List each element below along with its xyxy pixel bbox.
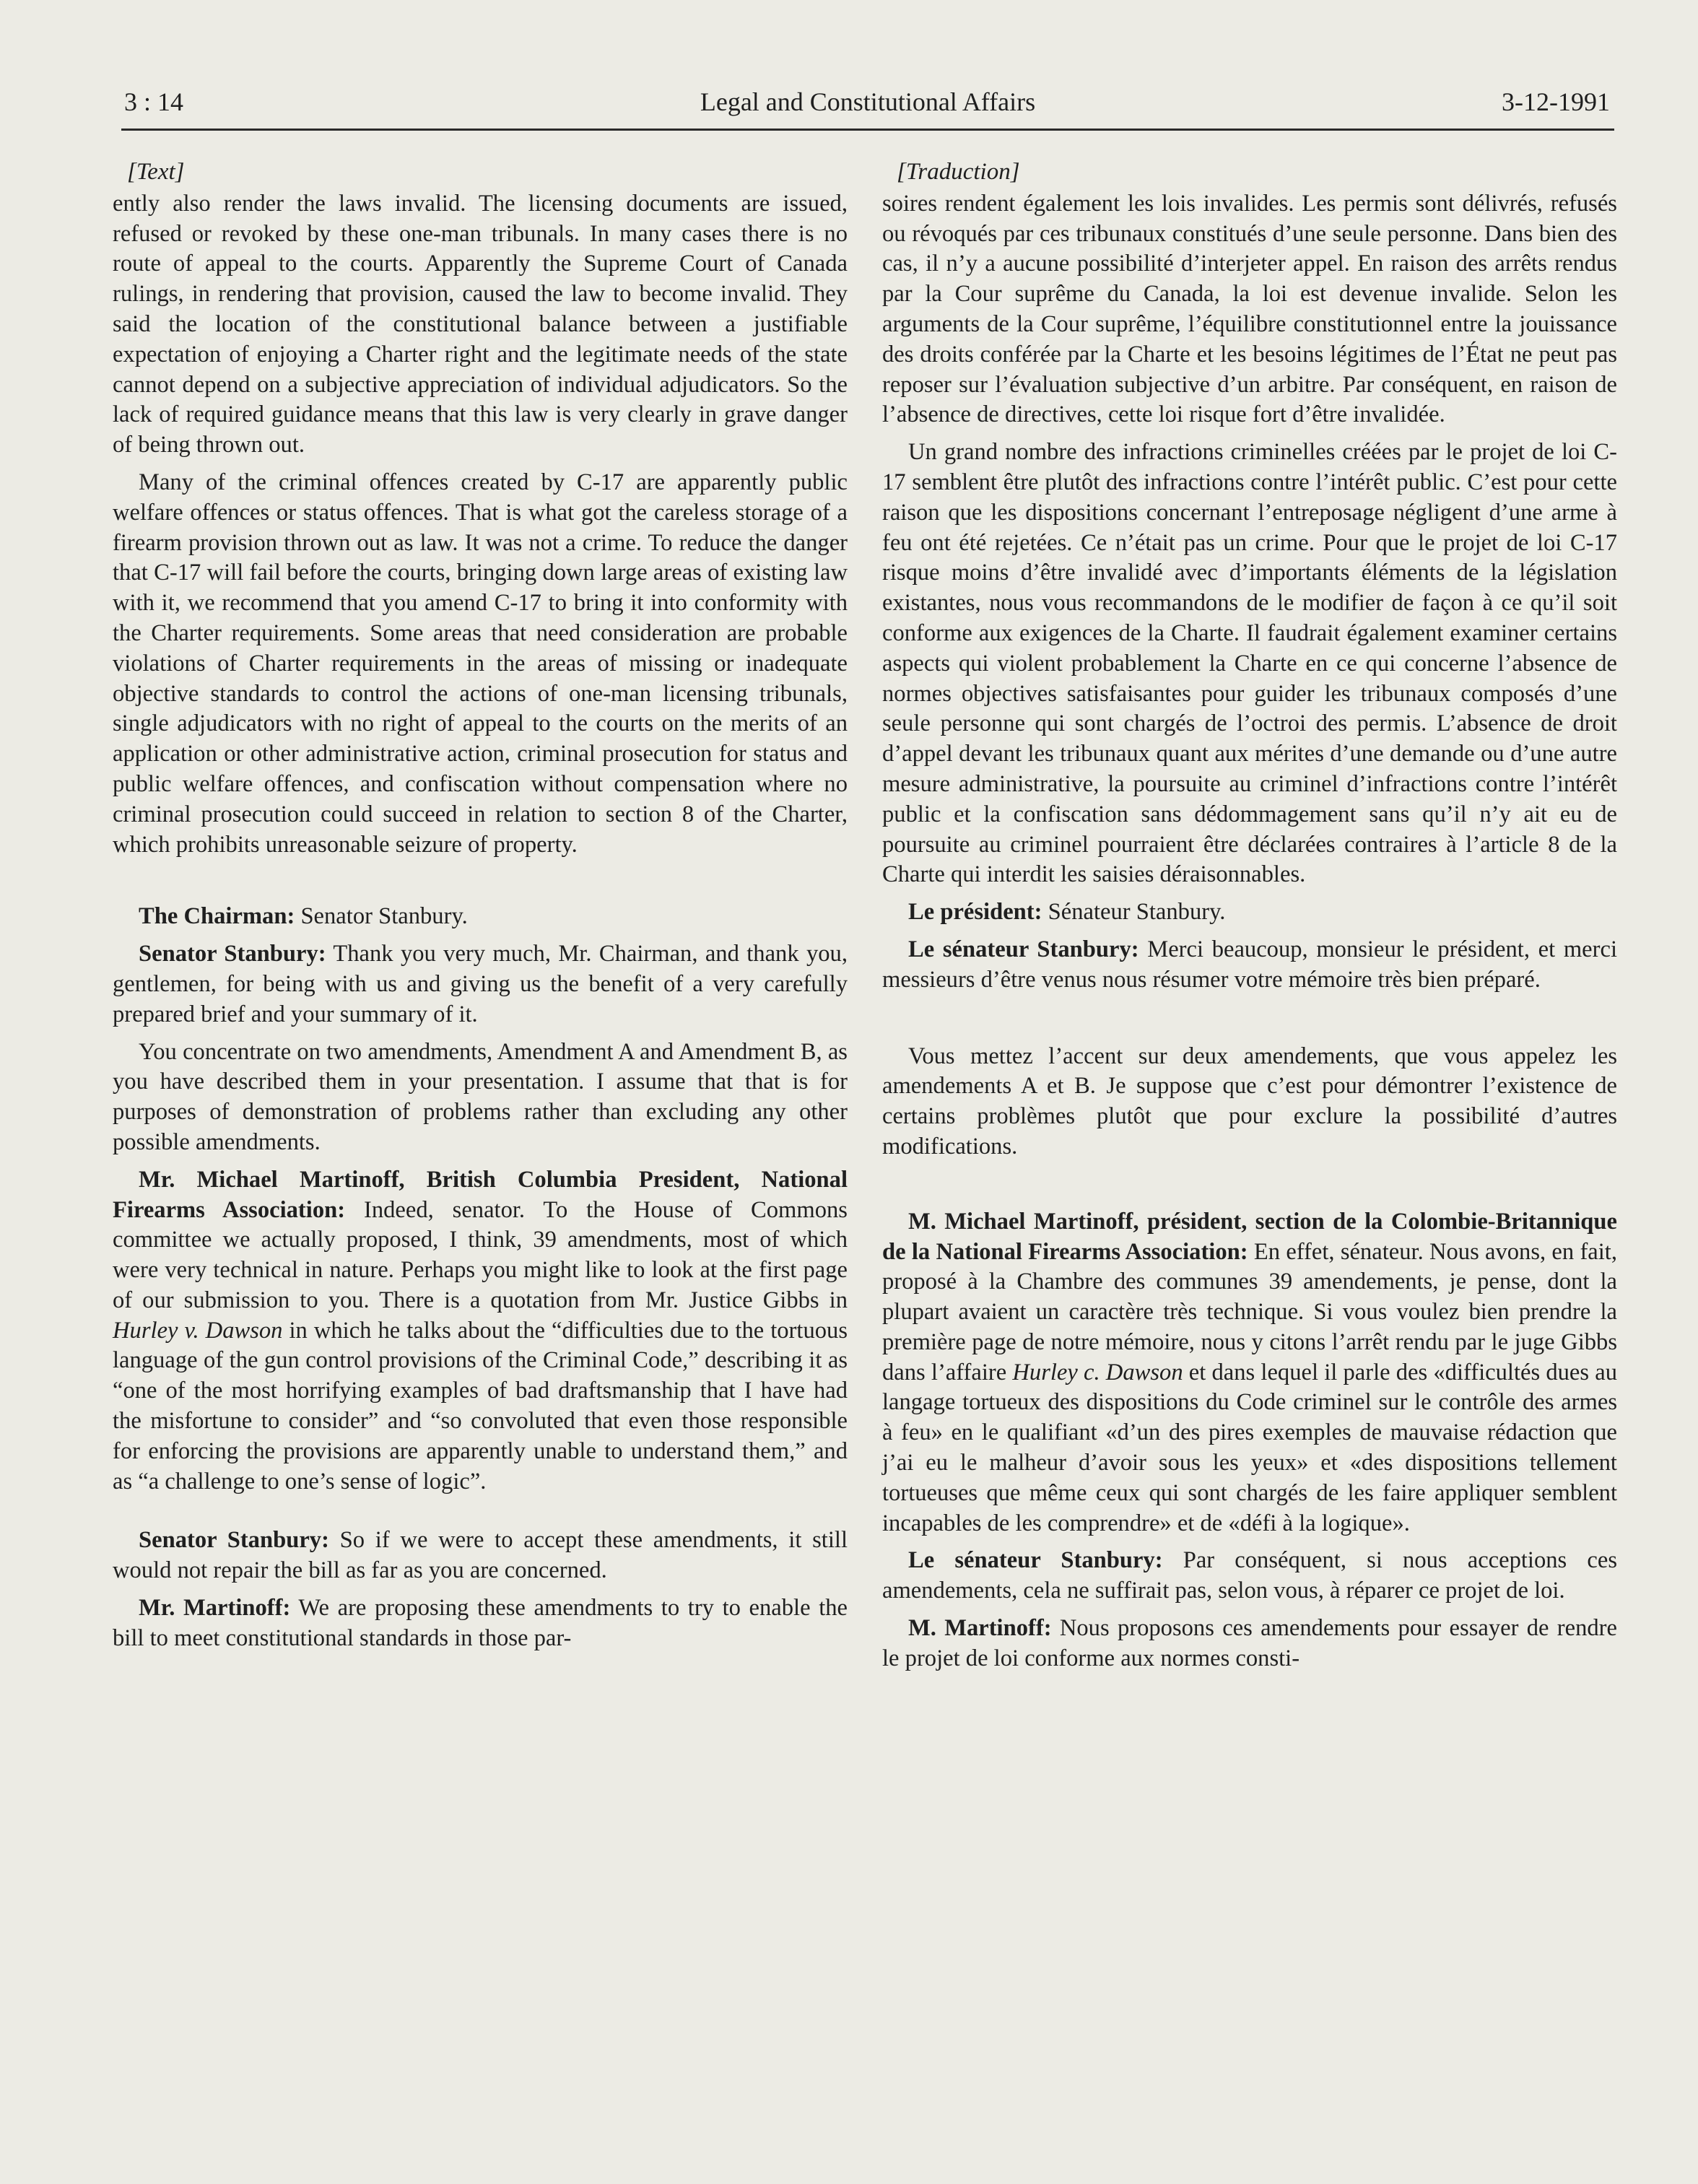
speaker-name: Senator Stanbury: (139, 941, 326, 967)
speech-text: Nous proposons ces amendements pour essayer de rendre le projet de loi conforme aux normes consti- (882, 1615, 1617, 1671)
page-number: 3 : 14 (124, 87, 184, 116)
french-column (882, 157, 1617, 1681)
speech (882, 935, 1617, 996)
speech-text: Indeed, senator. To the House of Commons committee we actually proposed, I think, 39 amendments, most of which were very technical in nature. Perhaps you might like to look at the first page of our submission to you. There is a quotation from Mr. Justice Gibbs in (113, 1196, 848, 1313)
column-label: [Text] (127, 159, 185, 185)
speech (882, 897, 1617, 928)
column-label: [Traduction] (897, 159, 1020, 185)
speech (113, 1165, 848, 1497)
page-header (121, 85, 1614, 131)
case-name: Hurley v. Dawson (113, 1317, 283, 1344)
speaker-name: Mr. Martinoff: (139, 1595, 291, 1622)
speech-text: Senator Stanbury. (295, 903, 468, 930)
english-column (113, 157, 848, 1661)
speech (113, 1526, 848, 1586)
speaker-name: Le sénateur Stanbury: (908, 936, 1139, 962)
speech-text: et dans lequel il parle des «difficultés dues au langage tortueux des dispositions du Code criminel sur le contrôle des armes à feu» en le qualifiant «d’un des pires exemples de mauvaise rédaction que j’ai eu le malheur d’avoir sous les yeux» et «des dispositions tellement tortueuses que même ceux qui sont chargés de les faire appliquer semblent incapables de les comprendre» et de «défi à la logique». (882, 1359, 1617, 1536)
speech-text: Sénateur Stanbury. (1042, 899, 1226, 926)
case-name: Hurley c. Dawson (1012, 1359, 1183, 1385)
running-title: Legal and Constitutional Affairs (700, 87, 1036, 116)
speech-text: We are proposing these amendments to try to enable the bill to meet constitutional standards in those par- (113, 1595, 848, 1651)
paragraph: ently also render the laws invalid. The licensing documents are issued, refused or revoked by these one-man tribunals. In many cases there is no route of appeal to the courts. Apparently the Supreme Court of Canada rulings, in rendering that provision, caused the law to become invalid. They said the location of the constitutional balance between a justifiable expectation of enjoying a Charter right and the legitimate needs of the state cannot depend on a subjective appreciation of individual adjudicators. So the lack of required guidance means that this law is very clearly in grave danger of being thrown out. (113, 190, 848, 458)
speaker-name: Mr. Michael Martinoff, British Columbia President, National Firearms Association: (113, 1166, 848, 1223)
speech-text: So if we were to accept these amendments, it still would not repair the bill as far as you are concerned. (113, 1527, 848, 1584)
paragraph: You concentrate on two amendments, Amendment A and Amendment B, as you have described them in your presentation. I assume that that is for purposes of demonstration of problems rather than excluding any other possible amendments. (113, 1038, 848, 1155)
speaker-name: Le sénateur Stanbury: (908, 1547, 1163, 1574)
paragraph: Many of the criminal offences created by C-17 are apparently public welfare offences or status offences. That is what got the careless storage of a firearm provision thrown out as law. It was not a crime. To reduce the danger that C-17 will fail before the courts, bringing down large areas of existing law with it, we recommend that you amend C-17 to bring it into conformity with the Charter requirements. Some areas that need consideration are probable violations of Charter requirements in the areas of missing or inadequate objective standards to control the actions of one-man licensing tribunals, single adjudicators with no right of appeal to the courts on the merits of an application or other administrative action, criminal prosecution for status and public welfare offences, and confiscation without compensation where no criminal prosecution could succeed in relation to section 8 of the Charter, which prohibits unreasonable seizure of property. (113, 469, 848, 858)
speech-text: Par conséquent, si nous acceptions ces amendements, cela ne suffirait pas, selon vous, à réparer ce projet de loi. (882, 1547, 1617, 1604)
speech-text: Thank you very much, Mr. Chairman, and thank you, gentlemen, for being with us and giving us the benefit of a very carefully prepared brief and your summary of it. (113, 941, 848, 1027)
speech (882, 1546, 1617, 1606)
speech-text: in which he talks about the “difficulties due to the tortuous language of the gun control provisions of the Criminal Code,” describing it as “one of the most horrifying examples of bad draftsmanship that I have had the misfortune to consider” and “so convoluted that even those responsible for enforcing the provisions are apparently unable to understand them,” and as “a challenge to one’s sense of logic”. (113, 1317, 848, 1495)
speaker-name: Senator Stanbury: (139, 1527, 329, 1554)
speaker-name: M. Michael Martinoff, président, section de la Colombie-Britannique de la National Firearms Association: (882, 1208, 1617, 1265)
speech (882, 1207, 1617, 1539)
speech (882, 1614, 1617, 1674)
paragraph: Un grand nombre des infractions criminelles créées par le projet de loi C-17 semblent être plutôt des infractions contre l’intérêt public. C’est pour cette raison que les dispositions concernant l’entreposage négligent d’une arme à feu ont été rejetées. Ce n’était pas un crime. Pour que le projet de loi C-17 risque moins d’être invalidé avec d’importants éléments de la législation existantes, nous vous recommandons de le modifier de façon à ce qu’il soit conforme aux exigences de la Charte. Il faudrait également examiner certains aspects qui violent probablement la Charte en ce qui concerne l’absence de normes objectives satisfaisantes pour guider les tribunaux composés d’une seule personne qui sont chargés de l’octroi des permis. L’absence de droit d’appel devant les tribunaux quant aux mérites d’une demande ou d’une autre mesure administrative, la poursuite au criminel d’infractions contre l’intérêt public et la confiscation sans dédommagement sans qu’il n’y ait eu de poursuite au criminel pourraient être déclarées contraires à l’article 8 de la Charte qui interdit les saisies déraisonnables. (882, 439, 1617, 888)
paragraph: soires rendent également les lois invalides. Les permis sont délivrés, refusés ou révoqués par ces tribunaux constitués d’une seule personne. Dans bien des cas, il n’y a aucune possibilité d’interjeter appel. En raison des arrêts rendus par la Cour suprême du Canada, la loi est devenue invalide. Selon les arguments de la Cour suprême, l’équilibre constitutionnel entre la jouissance des droits conférée par la Charte et les besoins légitimes de l’État ne peut pas reposer sur l’évaluation subjective d’un arbitre. Par conséquent, en raison de l’absence de directives, cette loi risque fort d’être invalidée. (882, 190, 1617, 428)
session-date: 3-12-1991 (1502, 87, 1610, 116)
speech (113, 939, 848, 1030)
speech-text: Merci beaucoup, monsieur le président, et merci messieurs d’être venus nous résumer votre mémoire très bien préparé. (882, 936, 1617, 993)
speaker-name: M. Martinoff: (908, 1615, 1052, 1642)
speaker-name: The Chairman: (139, 903, 295, 930)
speech (113, 1593, 848, 1654)
paragraph: Vous mettez l’accent sur deux amendements, que vous appelez les amendements A et B. Je suppose que c’est pour démontrer l’existence de certains problèmes plutôt que pour exclure la possibilité d’autres modifications. (882, 1043, 1617, 1160)
speech-text: En effet, sénateur. Nous avons, en fait, proposé à la Chambre des communes 39 amendements, je pense, dont la plupart avaient un caractère très technique. Si vous voulez bien prendre la première page de notre mémoire, nous y citons l’arrêt rendu par le juge Gibbs dans l’affaire (882, 1238, 1618, 1385)
speech (113, 902, 848, 932)
speaker-name: Le président: (908, 899, 1042, 926)
